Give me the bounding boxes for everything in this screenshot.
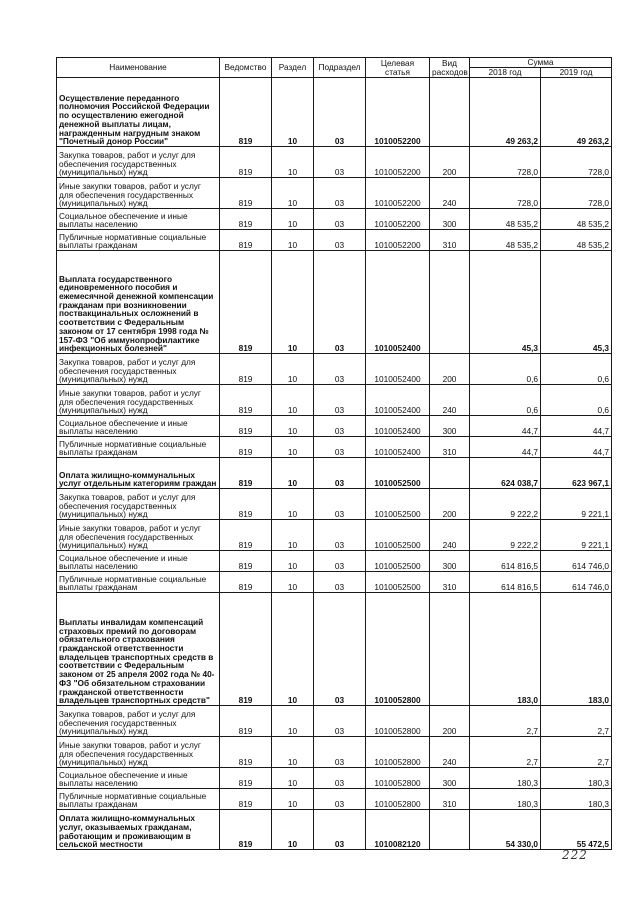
row-exp-type: 310 bbox=[430, 789, 470, 810]
row-subsection: 03 bbox=[314, 251, 366, 354]
row-value-2019: 180,3 bbox=[541, 768, 612, 789]
row-dept: 819 bbox=[220, 251, 272, 354]
row-subsection: 03 bbox=[314, 768, 366, 789]
row-dept: 819 bbox=[220, 489, 272, 520]
row-subsection: 03 bbox=[314, 178, 366, 209]
table-row bbox=[57, 572, 612, 593]
row-section: 10 bbox=[272, 458, 314, 489]
row-dept: 819 bbox=[220, 706, 272, 737]
col-header-section: Раздел bbox=[272, 58, 314, 78]
col-header-year-2018: 2018 год bbox=[470, 68, 541, 78]
row-subsection: 03 bbox=[314, 593, 366, 706]
row-target: 1010052500 bbox=[366, 520, 430, 551]
row-value-2018: 44,7 bbox=[470, 416, 541, 437]
row-value-2019: 614 746,0 bbox=[541, 551, 612, 572]
row-target: 1010052200 bbox=[366, 230, 430, 251]
row-section: 10 bbox=[272, 437, 314, 458]
row-subsection: 03 bbox=[314, 520, 366, 551]
row-subsection: 03 bbox=[314, 572, 366, 593]
row-dept: 819 bbox=[220, 78, 272, 147]
row-exp-type: 240 bbox=[430, 178, 470, 209]
row-name: Закупка товаров, работ и услуг для обеспечения государственных (муниципальных) нужд bbox=[57, 147, 220, 178]
row-subsection: 03 bbox=[314, 737, 366, 768]
row-name: Выплаты инвалидам компенсаций страховых премий по договорам обязательного страхования гражданской ответственности владельцев транспортных средств в соответствии с Федеральным законом от 25 апреля 2002 года № 40-ФЗ "Об обязательном страховании гражданской ответственности владельцев транспортных средств" bbox=[57, 593, 220, 706]
row-section: 10 bbox=[272, 354, 314, 385]
row-subsection: 03 bbox=[314, 810, 366, 850]
row-target: 1010052800 bbox=[366, 789, 430, 810]
row-exp-type: 300 bbox=[430, 551, 470, 572]
row-dept: 819 bbox=[220, 551, 272, 572]
row-name: Публичные нормативные социальные выплаты гражданам bbox=[57, 572, 220, 593]
row-exp-type: 240 bbox=[430, 737, 470, 768]
row-value-2018: 9 222,2 bbox=[470, 489, 541, 520]
row-subsection: 03 bbox=[314, 209, 366, 230]
row-value-2019: 2,7 bbox=[541, 737, 612, 768]
row-value-2018: 614 816,5 bbox=[470, 572, 541, 593]
row-exp-type: 200 bbox=[430, 354, 470, 385]
table-row bbox=[57, 230, 612, 251]
row-subsection: 03 bbox=[314, 416, 366, 437]
row-name: Иные закупки товаров, работ и услуг для обеспечения государственных (муниципальных) нужд bbox=[57, 737, 220, 768]
row-target: 1010052500 bbox=[366, 572, 430, 593]
row-dept: 819 bbox=[220, 810, 272, 850]
row-name: Публичные нормативные социальные выплаты гражданам bbox=[57, 230, 220, 251]
row-value-2018: 614 816,5 bbox=[470, 551, 541, 572]
row-value-2018: 183,0 bbox=[470, 593, 541, 706]
row-name: Социальное обеспечение и иные выплаты населению bbox=[57, 768, 220, 789]
row-target: 1010052200 bbox=[366, 78, 430, 147]
table-row bbox=[57, 251, 612, 354]
row-name: Закупка товаров, работ и услуг для обеспечения государственных (муниципальных) нужд bbox=[57, 706, 220, 737]
row-dept: 819 bbox=[220, 593, 272, 706]
row-value-2018: 48 535,2 bbox=[470, 230, 541, 251]
row-section: 10 bbox=[272, 416, 314, 437]
row-value-2019: 48 535,2 bbox=[541, 230, 612, 251]
row-dept: 819 bbox=[220, 572, 272, 593]
row-dept: 819 bbox=[220, 768, 272, 789]
table-row bbox=[57, 147, 612, 178]
table-body bbox=[57, 78, 612, 850]
row-name: Закупка товаров, работ и услуг для обеспечения государственных (муниципальных) нужд bbox=[57, 354, 220, 385]
row-section: 10 bbox=[272, 737, 314, 768]
row-section: 10 bbox=[272, 706, 314, 737]
table-row bbox=[57, 768, 612, 789]
col-header-subsection: Подраздел bbox=[314, 58, 366, 78]
row-subsection: 03 bbox=[314, 458, 366, 489]
row-subsection: 03 bbox=[314, 789, 366, 810]
row-subsection: 03 bbox=[314, 385, 366, 416]
row-dept: 819 bbox=[220, 230, 272, 251]
row-value-2019: 44,7 bbox=[541, 416, 612, 437]
row-value-2019: 9 221,1 bbox=[541, 520, 612, 551]
row-value-2018: 54 330,0 bbox=[470, 810, 541, 850]
row-exp-type bbox=[430, 810, 470, 850]
row-target: 1010052800 bbox=[366, 593, 430, 706]
row-value-2018: 180,3 bbox=[470, 789, 541, 810]
row-value-2019: 180,3 bbox=[541, 789, 612, 810]
row-value-2019: 44,7 bbox=[541, 437, 612, 458]
row-section: 10 bbox=[272, 593, 314, 706]
table-row bbox=[57, 706, 612, 737]
row-dept: 819 bbox=[220, 209, 272, 230]
page-number-handwritten: 222 bbox=[562, 848, 588, 862]
row-value-2018: 48 535,2 bbox=[470, 209, 541, 230]
row-section: 10 bbox=[272, 178, 314, 209]
row-value-2019: 55 472,5 bbox=[541, 810, 612, 850]
table-row bbox=[57, 737, 612, 768]
row-value-2019: 49 263,2 bbox=[541, 78, 612, 147]
row-name: Оплата жилищно-коммунальных услуг, оказываемых гражданам, работающим и проживающим в сельской местности bbox=[57, 810, 220, 850]
row-dept: 819 bbox=[220, 354, 272, 385]
row-target: 1010052800 bbox=[366, 768, 430, 789]
row-exp-type bbox=[430, 458, 470, 489]
row-section: 10 bbox=[272, 78, 314, 147]
row-name: Иные закупки товаров, работ и услуг для обеспечения государственных (муниципальных) нужд bbox=[57, 385, 220, 416]
row-exp-type: 200 bbox=[430, 489, 470, 520]
row-dept: 819 bbox=[220, 789, 272, 810]
row-name: Публичные нормативные социальные выплаты гражданам bbox=[57, 789, 220, 810]
row-name: Социальное обеспечение и иные выплаты населению bbox=[57, 551, 220, 572]
row-dept: 819 bbox=[220, 147, 272, 178]
table-row bbox=[57, 810, 612, 850]
row-name: Выплата государственного единовременного пособия и ежемесячной денежной компенсации гражданам при возникновении поствакцинальных осложнений в соответствии с Федеральным законом от 17 сентября 1998 года № 157-ФЗ "Об иммунопрофилактике инфекционных болезней" bbox=[57, 251, 220, 354]
row-value-2018: 45,3 bbox=[470, 251, 541, 354]
table-row bbox=[57, 178, 612, 209]
row-section: 10 bbox=[272, 251, 314, 354]
row-exp-type bbox=[430, 78, 470, 147]
row-section: 10 bbox=[272, 147, 314, 178]
row-target: 1010052500 bbox=[366, 551, 430, 572]
row-subsection: 03 bbox=[314, 230, 366, 251]
row-target: 1010082120 bbox=[366, 810, 430, 850]
row-name: Иные закупки товаров, работ и услуг для обеспечения государственных (муниципальных) нужд bbox=[57, 178, 220, 209]
row-section: 10 bbox=[272, 489, 314, 520]
row-subsection: 03 bbox=[314, 147, 366, 178]
row-value-2018: 0,6 bbox=[470, 354, 541, 385]
row-subsection: 03 bbox=[314, 551, 366, 572]
row-target: 1010052800 bbox=[366, 737, 430, 768]
row-exp-type: 200 bbox=[430, 706, 470, 737]
row-dept: 819 bbox=[220, 520, 272, 551]
row-dept: 819 bbox=[220, 437, 272, 458]
row-exp-type: 200 bbox=[430, 147, 470, 178]
col-header-target: Целевая статья bbox=[366, 58, 430, 78]
col-header-dept: Ведомство bbox=[220, 58, 272, 78]
row-value-2018: 2,7 bbox=[470, 737, 541, 768]
row-value-2018: 728,0 bbox=[470, 147, 541, 178]
row-target: 1010052400 bbox=[366, 416, 430, 437]
row-exp-type: 310 bbox=[430, 572, 470, 593]
row-subsection: 03 bbox=[314, 437, 366, 458]
col-header-exp-type: Вид расходов bbox=[430, 58, 470, 78]
row-section: 10 bbox=[272, 572, 314, 593]
row-value-2019: 728,0 bbox=[541, 178, 612, 209]
col-header-sum: Сумма bbox=[470, 58, 612, 68]
row-value-2019: 9 221,1 bbox=[541, 489, 612, 520]
row-value-2018: 49 263,2 bbox=[470, 78, 541, 147]
row-name: Социальное обеспечение и иные выплаты населению bbox=[57, 416, 220, 437]
row-target: 1010052200 bbox=[366, 147, 430, 178]
row-subsection: 03 bbox=[314, 706, 366, 737]
row-exp-type bbox=[430, 251, 470, 354]
row-subsection: 03 bbox=[314, 78, 366, 147]
row-section: 10 bbox=[272, 230, 314, 251]
row-target: 1010052200 bbox=[366, 178, 430, 209]
row-subsection: 03 bbox=[314, 354, 366, 385]
table-row bbox=[57, 489, 612, 520]
row-value-2018: 180,3 bbox=[470, 768, 541, 789]
row-section: 10 bbox=[272, 768, 314, 789]
row-target: 1010052200 bbox=[366, 209, 430, 230]
row-dept: 819 bbox=[220, 458, 272, 489]
row-value-2019: 45,3 bbox=[541, 251, 612, 354]
row-dept: 819 bbox=[220, 416, 272, 437]
row-exp-type: 240 bbox=[430, 520, 470, 551]
row-value-2019: 2,7 bbox=[541, 706, 612, 737]
table-row bbox=[57, 789, 612, 810]
row-dept: 819 bbox=[220, 178, 272, 209]
budget-table bbox=[56, 57, 612, 850]
table-row bbox=[57, 416, 612, 437]
row-value-2018: 624 038,7 bbox=[470, 458, 541, 489]
row-exp-type: 310 bbox=[430, 230, 470, 251]
row-value-2019: 728,0 bbox=[541, 147, 612, 178]
row-section: 10 bbox=[272, 385, 314, 416]
row-section: 10 bbox=[272, 789, 314, 810]
row-value-2019: 183,0 bbox=[541, 593, 612, 706]
row-target: 1010052500 bbox=[366, 458, 430, 489]
row-name: Закупка товаров, работ и услуг для обеспечения государственных (муниципальных) нужд bbox=[57, 489, 220, 520]
table-row bbox=[57, 458, 612, 489]
row-dept: 819 bbox=[220, 737, 272, 768]
row-value-2018: 9 222,2 bbox=[470, 520, 541, 551]
row-exp-type: 300 bbox=[430, 209, 470, 230]
row-value-2019: 623 967,1 bbox=[541, 458, 612, 489]
row-target: 1010052800 bbox=[366, 706, 430, 737]
row-value-2018: 0,6 bbox=[470, 385, 541, 416]
table-row bbox=[57, 551, 612, 572]
row-value-2019: 0,6 bbox=[541, 354, 612, 385]
table-row bbox=[57, 354, 612, 385]
row-target: 1010052400 bbox=[366, 385, 430, 416]
row-section: 10 bbox=[272, 810, 314, 850]
row-target: 1010052400 bbox=[366, 437, 430, 458]
row-target: 1010052500 bbox=[366, 489, 430, 520]
row-value-2019: 0,6 bbox=[541, 385, 612, 416]
row-value-2018: 2,7 bbox=[470, 706, 541, 737]
row-target: 1010052400 bbox=[366, 251, 430, 354]
row-value-2019: 614 746,0 bbox=[541, 572, 612, 593]
row-subsection: 03 bbox=[314, 489, 366, 520]
row-section: 10 bbox=[272, 209, 314, 230]
row-name: Иные закупки товаров, работ и услуг для обеспечения государственных (муниципальных) нужд bbox=[57, 520, 220, 551]
row-section: 10 bbox=[272, 551, 314, 572]
row-name: Социальное обеспечение и иные выплаты населению bbox=[57, 209, 220, 230]
row-exp-type: 310 bbox=[430, 437, 470, 458]
row-exp-type: 240 bbox=[430, 385, 470, 416]
row-exp-type: 300 bbox=[430, 768, 470, 789]
row-target: 1010052400 bbox=[366, 354, 430, 385]
table-row bbox=[57, 437, 612, 458]
table-row bbox=[57, 593, 612, 706]
row-name: Осуществление переданного полномочия Российской Федерации по осуществлению ежегодной денежной выплаты лицам, награжденным нагрудным знаком "Почетный донор России" bbox=[57, 78, 220, 147]
table-row bbox=[57, 209, 612, 230]
col-header-year-2019: 2019 год bbox=[541, 68, 612, 78]
table-row bbox=[57, 78, 612, 147]
row-section: 10 bbox=[272, 520, 314, 551]
row-name: Публичные нормативные социальные выплаты гражданам bbox=[57, 437, 220, 458]
row-exp-type bbox=[430, 593, 470, 706]
col-header-name: Наименование bbox=[57, 58, 220, 78]
row-exp-type: 300 bbox=[430, 416, 470, 437]
row-name: Оплата жилищно-коммунальных услуг отдельным категориям граждан bbox=[57, 458, 220, 489]
row-value-2018: 44,7 bbox=[470, 437, 541, 458]
row-value-2019: 48 535,2 bbox=[541, 209, 612, 230]
row-value-2018: 728,0 bbox=[470, 178, 541, 209]
table-row bbox=[57, 385, 612, 416]
row-dept: 819 bbox=[220, 385, 272, 416]
table-row bbox=[57, 520, 612, 551]
